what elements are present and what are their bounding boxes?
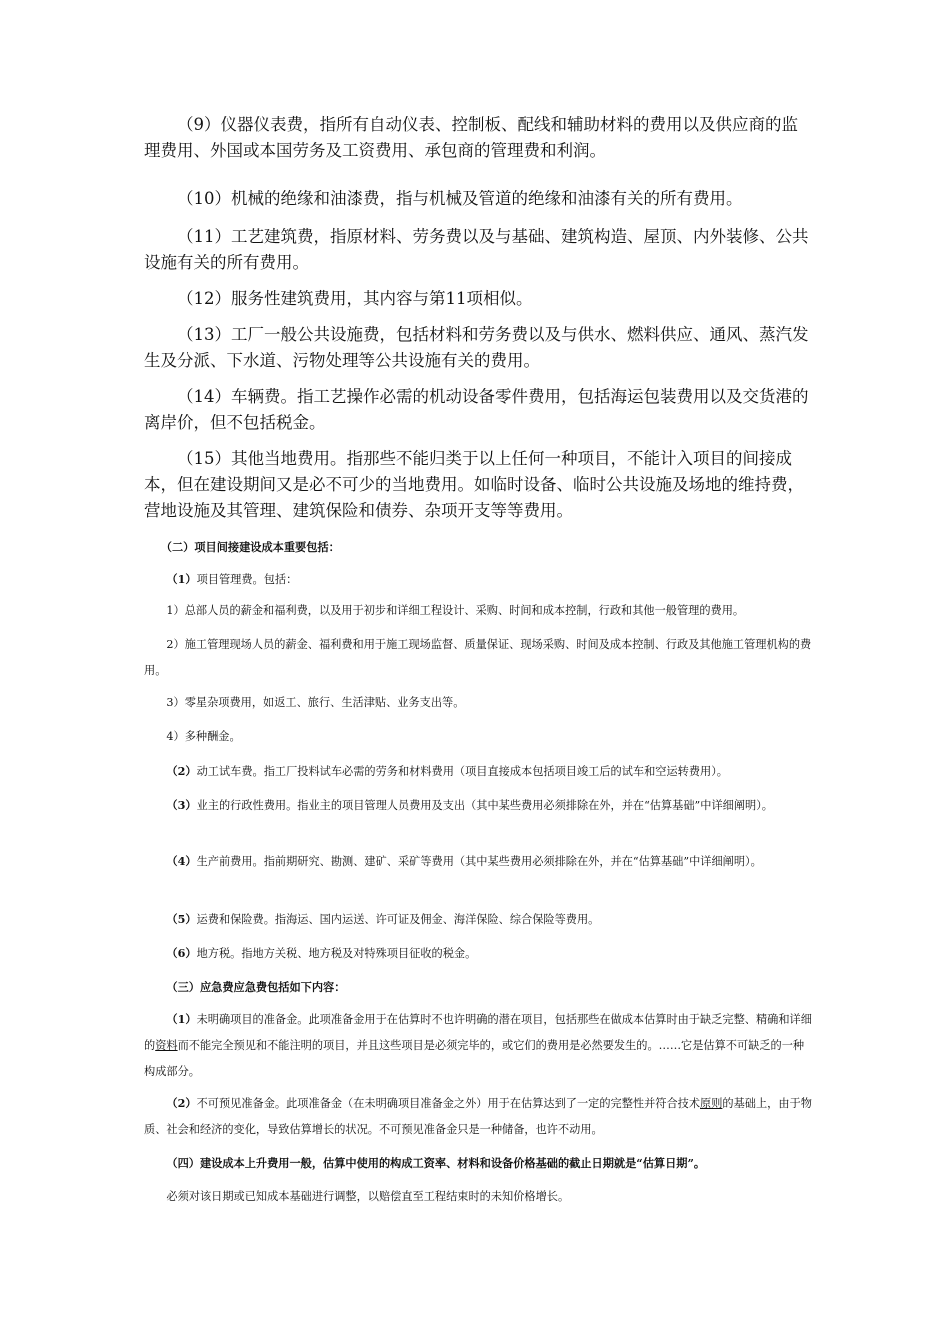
section2-item-5 — [144, 906, 814, 933]
item-text-a: 未明确项目的准备金。此项准备金用于在估算时不也许明确的潜在项目，包括那些在做成本估算时由于缺乏完整、精确和详细的 — [144, 1013, 812, 1052]
section2-sub-4: 4）多种酬金。 — [166, 730, 241, 743]
paragraph-item-10: （10）机械的绝缘和油漆费，指与机械及管道的绝缘和油漆有关的所有费用。 — [177, 189, 743, 208]
paragraph-item-12: （12）服务性建筑费用，其内容与第11项相似。 — [177, 289, 533, 308]
section2-heading: （二）项目间接建设成本重要包括： — [160, 540, 340, 554]
section4-body: 必须对该日期或已知成本基础进行调整，以赔偿直至工程结束时的未知价格增长。 — [166, 1190, 570, 1203]
section3-item-1 — [144, 1006, 814, 1085]
section2-item-4 — [144, 848, 814, 875]
item-number: （6） — [166, 946, 197, 960]
section3-heading: （三）应急费应急费包括如下内容： — [166, 980, 346, 994]
section4-heading: （四）建设成本上升费用一般，估算中使用的构成工资率、材料和设备价格基础的截止日期就是“估算日期”。 — [166, 1156, 706, 1170]
item-number: （2） — [166, 764, 197, 778]
item-text: 运费和保险费。指海运、国内运送、许可证及佣金、海洋保险、综合保险等费用。 — [196, 913, 600, 926]
paragraph-item-13: （13）工厂一般公共设施费，包括材料和劳务费以及与供水、燃料供应、通风、蒸汽发生及分派、下水道、污物处理等公共设施有关的费用。 — [144, 325, 809, 370]
section2-item-2 — [144, 758, 814, 785]
item-text-a: 不可预见准备金。此项准备金（在未明确项目准备金之外）用于在估算达到了一定的完整性并符合技术 — [196, 1097, 701, 1110]
paragraph-item-14: （14）车辆费。指工艺操作必需的机动设备零件费用，包括海运包装费用以及交货港的离岸价，但不包括税金。 — [144, 387, 809, 432]
section2-item-3 — [144, 792, 814, 819]
section2-item-6 — [144, 940, 814, 967]
item-number: （1） — [166, 1012, 197, 1026]
paragraph-item-11: （11）工艺建筑费，指原材料、劳务费以及与基础、建筑构造、屋顶、内外装修、公共设施有关的所有费用。 — [144, 227, 809, 272]
item-text-b: 而不能完全预见和不能注明的项目，并且这些项目是必须完毕的，或它们的费用是必然要发生的。……它是估算不可缺乏的一种构成部分。 — [144, 1039, 805, 1078]
item-text: 地方税。指地方关税、地方税及对特殊项目征收的税金。 — [196, 947, 477, 960]
item-text-b: 的基础上，由于物质、社会和经济的变化，导致估算增长的状况。不可预见准备金只是一种储备，也许不动用。 — [144, 1097, 812, 1136]
section2-sub-2: 2）施工管理现场人员的薪金、福利费和用于施工现场监督、质量保证、现场采购、时间及成本控制、行政及其他施工管理机构的费用。 — [144, 638, 812, 677]
item-number: （3） — [166, 798, 197, 812]
item-number: （1） — [166, 572, 197, 586]
item-number: （2） — [166, 1096, 197, 1110]
principle-link[interactable]: 原则 — [700, 1097, 723, 1110]
section2-sub-1: 1）总部人员的薪金和福利费，以及用于初步和详细工程设计、采购、时间和成本控制，行政和其他一般管理的费用。 — [166, 604, 745, 617]
item-number: （4） — [166, 854, 197, 868]
item-text: 业主的行政性费用。指业主的项目管理人员费用及支出（其中某些费用必须排除在外，并在“估算基础”中详细阐明）。 — [196, 799, 773, 812]
section3-item-2 — [144, 1090, 814, 1143]
section2-item-1 — [144, 566, 814, 593]
section2-sub-3: 3）零星杂项费用，如返工、旅行、生活津贴、业务支出等。 — [166, 696, 465, 709]
item-number: （5） — [166, 912, 197, 926]
resource-link[interactable]: 资料 — [155, 1039, 178, 1052]
item-text: 生产前费用。指前期研究、勘测、建矿、采矿等费用（其中某些费用必须排除在外，并在“估算基础”中详细阐明）。 — [196, 855, 762, 868]
paragraph-item-15: （15）其他当地费用。指那些不能归类于以上任何一种项目，不能计入项目的间接成本，但在建设期间又是必不可少的当地费用。如临时设备、临时公共设施及场地的维持费，营地设施及其管理、建筑保险和债券、杂项开支等等费用。 — [144, 449, 804, 520]
item-text: 动工试车费。指工厂投料试车必需的劳务和材料费用（项目直接成本包括项目竣工后的试车和空运转费用）。 — [196, 765, 728, 778]
item-text: 项目管理费。包括： — [196, 573, 298, 586]
paragraph-item-9: （9）仪器仪表费，指所有自动仪表、控制板、配线和辅助材料的费用以及供应商的监理费用、外国或本国劳务及工资费用、承包商的管理费和利润。 — [144, 115, 798, 160]
